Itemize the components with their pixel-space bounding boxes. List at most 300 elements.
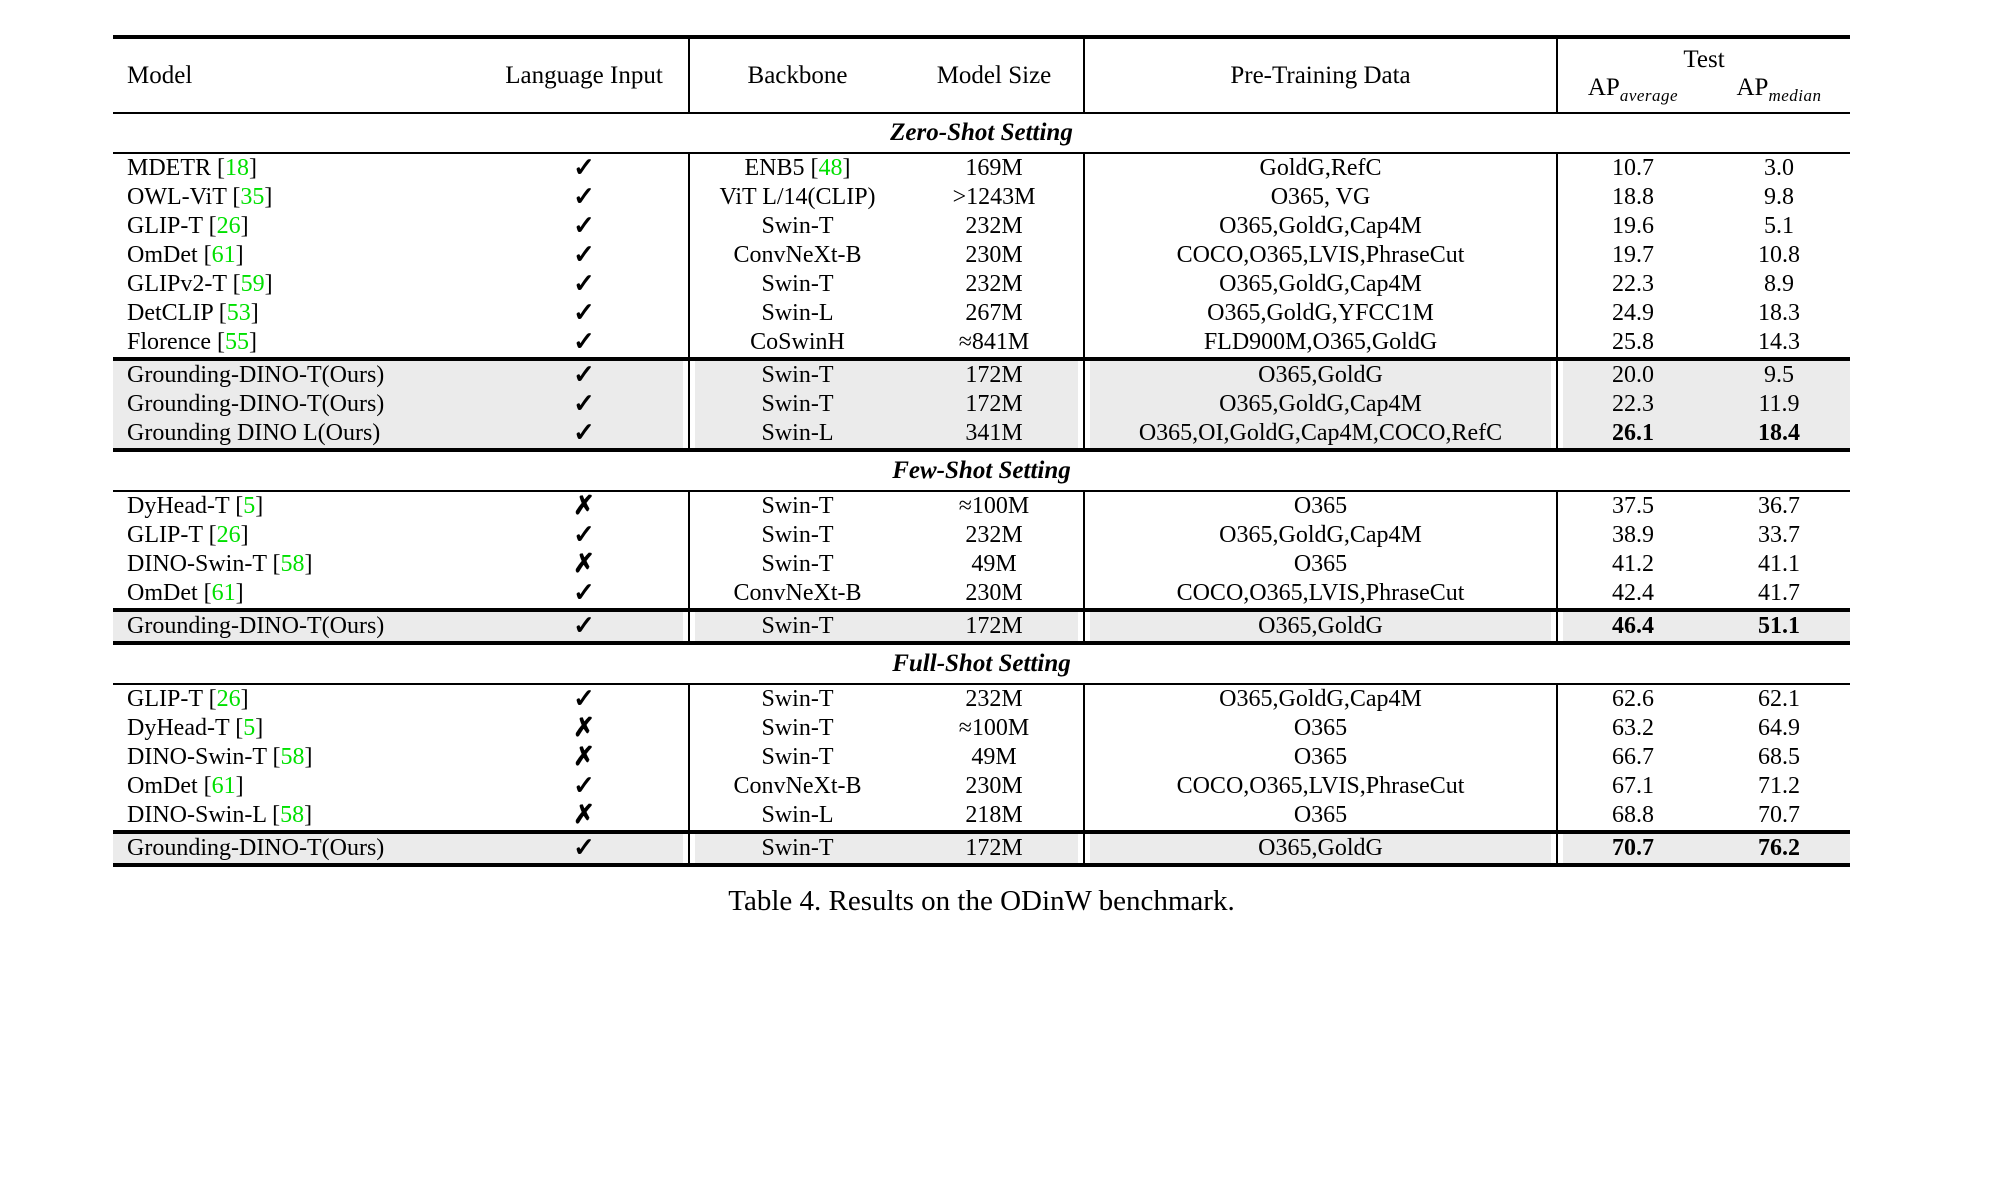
- model-cell: [113, 361, 480, 390]
- table-row: [113, 212, 1850, 241]
- model-name: GLIP-T: [127, 213, 203, 239]
- ap-average-cell: 19.7: [1612, 242, 1654, 268]
- model-name: OmDet: [127, 580, 198, 606]
- citation-link[interactable]: 61: [211, 580, 236, 606]
- language-input-cell: [480, 154, 690, 183]
- model-name: GLIP-T: [127, 686, 203, 712]
- model-cell: [113, 299, 480, 328]
- language-input-cell: [480, 714, 690, 743]
- model-name: DINO-Swin-T: [127, 551, 267, 577]
- language-check-icon: ✓: [573, 359, 595, 389]
- citation-bracket: ]: [235, 773, 244, 799]
- citation-bracket: [: [202, 213, 217, 239]
- backbone-cell: [690, 361, 905, 390]
- model-size-cell: 49M: [905, 550, 1085, 579]
- ap-average-cell: 20.0: [1558, 361, 1708, 390]
- citation-link[interactable]: 61: [211, 242, 236, 268]
- model-size-cell: 172M: [905, 612, 1085, 641]
- language-input-cell: [480, 772, 690, 801]
- language-input-cell: [480, 801, 690, 830]
- language-cross-icon: ✗: [573, 712, 595, 742]
- pretraining-data-cell: O365,GoldG,YFCC1M: [1085, 299, 1558, 328]
- ap-median-cell: 62.1: [1758, 686, 1800, 712]
- ap-median-cell: 41.1: [1758, 551, 1800, 577]
- model-name: DyHead-T: [127, 493, 230, 519]
- section-title: Full-Shot Setting: [892, 650, 1071, 677]
- pretraining-data-cell: O365: [1085, 550, 1558, 579]
- backbone-cell: [690, 772, 905, 801]
- citation-bracket: [: [226, 271, 241, 297]
- citation-bracket: ]: [255, 493, 264, 519]
- backbone-name: ENB5: [744, 155, 805, 181]
- citation-bracket: [: [804, 155, 819, 181]
- backbone-cell: [690, 579, 905, 608]
- pretraining-data-cell: O365: [1085, 714, 1558, 743]
- model-cell: [113, 328, 480, 357]
- model-name: OmDet: [127, 242, 198, 268]
- citation-bracket: [: [226, 184, 241, 210]
- ap-average-cell: 42.4: [1612, 580, 1654, 606]
- citation-bracket: [: [266, 744, 281, 770]
- table-row: [113, 714, 1850, 743]
- language-check-icon: ✓: [573, 683, 595, 713]
- language-input-cell: [480, 419, 690, 448]
- ap-median-cell: 18.3: [1758, 300, 1800, 326]
- backbone-name: Swin-T: [761, 493, 834, 519]
- language-cross-icon: ✗: [573, 799, 595, 829]
- model-name: GLIPv2-T: [127, 271, 227, 297]
- model-cell: [113, 419, 480, 448]
- model-cell: [113, 521, 480, 550]
- citation-link[interactable]: 35: [240, 184, 265, 210]
- backbone-name: ConvNeXt-B: [733, 773, 862, 799]
- citation-link[interactable]: 48: [818, 155, 843, 181]
- ours-table-row: [113, 834, 1850, 863]
- language-check-icon: ✓: [573, 210, 595, 240]
- model-name: DetCLIP: [127, 300, 213, 326]
- model-size-cell: ≈100M: [905, 492, 1085, 521]
- pretraining-data-column-header: Pre-Training Data: [1085, 39, 1558, 114]
- backbone-name: Swin-T: [761, 271, 834, 297]
- ap-average-cell: 19.6: [1612, 213, 1654, 239]
- model-cell: [113, 390, 480, 419]
- citation-bracket: [: [202, 522, 217, 548]
- model-size-cell: 218M: [905, 801, 1085, 830]
- ap-average-cell: 68.8: [1612, 802, 1654, 828]
- ap-median-cell: 9.8: [1764, 184, 1794, 210]
- backbone-cell: [690, 328, 905, 357]
- results-table-body: [113, 114, 1850, 867]
- backbone-cell: [690, 390, 905, 419]
- pretraining-data-cell: COCO,O365,LVIS,PhraseCut: [1085, 579, 1558, 608]
- citation-link[interactable]: 5: [243, 493, 256, 519]
- language-input-cell: [480, 241, 690, 270]
- ap-subheader-row: [1558, 74, 1850, 112]
- test-column-group-header: [1558, 39, 1850, 114]
- model-name: Grounding DINO L(Ours): [127, 420, 381, 446]
- pretraining-data-cell: O365: [1085, 801, 1558, 830]
- language-check-icon: ✓: [573, 326, 595, 356]
- pretraining-data-cell: GoldG,RefC: [1085, 154, 1558, 183]
- backbone-column-header: Backbone: [690, 39, 905, 114]
- citation-bracket: ]: [264, 184, 273, 210]
- backbone-name: Swin-T: [761, 686, 834, 712]
- language-check-icon: ✓: [573, 519, 595, 549]
- model-size-column-header: Model Size: [905, 39, 1085, 114]
- ap-average-cell: 18.8: [1612, 184, 1654, 210]
- horizontal-rule-thick: [113, 863, 1850, 867]
- backbone-cell: [690, 714, 905, 743]
- table-row: [113, 183, 1850, 212]
- model-cell: [113, 212, 480, 241]
- model-cell: [113, 743, 480, 772]
- language-check-icon: ✓: [573, 152, 595, 182]
- backbone-name: Swin-T: [761, 522, 834, 548]
- ap-average-cell: 41.2: [1612, 551, 1654, 577]
- language-cross-icon: ✗: [573, 490, 595, 520]
- backbone-cell: [690, 154, 905, 183]
- model-name: Grounding-DINO-T(Ours): [127, 391, 385, 417]
- model-name: MDETR: [127, 155, 211, 181]
- citation-bracket: [: [197, 773, 212, 799]
- citation-bracket: ]: [264, 271, 273, 297]
- language-input-cell: [480, 212, 690, 241]
- citation-bracket: ]: [255, 715, 264, 741]
- model-size-cell: 232M: [905, 521, 1085, 550]
- model-name: DINO-Swin-T: [127, 744, 267, 770]
- pretraining-data-cell: O365,GoldG,Cap4M: [1085, 685, 1558, 714]
- backbone-name: Swin-T: [761, 613, 834, 639]
- citation-link[interactable]: 61: [211, 773, 236, 799]
- backbone-cell: [690, 801, 905, 830]
- citation-bracket: ]: [304, 802, 313, 828]
- backbone-name: ConvNeXt-B: [733, 242, 862, 268]
- citation-link[interactable]: 26: [216, 213, 241, 239]
- backbone-cell: [690, 419, 905, 448]
- model-size-cell: 230M: [905, 241, 1085, 270]
- citation-bracket: [: [197, 242, 212, 268]
- language-input-cell: [480, 612, 690, 641]
- citation-link[interactable]: 53: [226, 300, 251, 326]
- pretraining-data-cell: COCO,O365,LVIS,PhraseCut: [1085, 772, 1558, 801]
- backbone-name: CoSwinH: [750, 329, 845, 355]
- citation-link[interactable]: 26: [216, 522, 241, 548]
- test-group-label: Test: [1683, 46, 1725, 73]
- table-row: [113, 801, 1850, 830]
- citation-bracket: ]: [240, 213, 249, 239]
- citation-bracket: [: [229, 715, 244, 741]
- header-row: [113, 39, 1850, 114]
- ours-table-row: [113, 419, 1850, 448]
- model-cell: [113, 685, 480, 714]
- model-name: DINO-Swin-L: [127, 802, 267, 828]
- backbone-name: Swin-L: [761, 802, 834, 828]
- language-input-cell: [480, 685, 690, 714]
- table-row: [113, 550, 1850, 579]
- ap-average-cell: 25.8: [1612, 329, 1654, 355]
- ap-average-cell: 67.1: [1612, 773, 1654, 799]
- pretraining-data-cell: O365,GoldG,Cap4M: [1085, 390, 1558, 419]
- pretraining-data-cell: O365: [1085, 743, 1558, 772]
- language-input-cell: [480, 743, 690, 772]
- backbone-cell: [690, 685, 905, 714]
- ap-median-cell: 14.3: [1758, 329, 1800, 355]
- ap-average-cell: 22.3: [1558, 390, 1708, 419]
- results-table: [113, 35, 1850, 867]
- model-size-cell: 341M: [905, 419, 1085, 448]
- language-check-icon: ✓: [573, 388, 595, 418]
- backbone-name: Swin-L: [761, 300, 834, 326]
- pretraining-data-cell: O365, VG: [1085, 183, 1558, 212]
- language-input-cell: [480, 550, 690, 579]
- ap-average-cell: 63.2: [1612, 715, 1654, 741]
- table-row: [113, 743, 1850, 772]
- model-cell: [113, 270, 480, 299]
- ap-average-cell: 62.6: [1612, 686, 1654, 712]
- section-title-row: [113, 452, 1850, 490]
- backbone-name: ConvNeXt-B: [733, 580, 862, 606]
- pretraining-data-cell: O365,GoldG: [1085, 361, 1558, 390]
- model-cell: [113, 579, 480, 608]
- backbone-cell: [690, 183, 905, 212]
- backbone-name: Swin-L: [761, 420, 834, 446]
- language-cross-icon: ✗: [573, 548, 595, 578]
- model-size-cell: 230M: [905, 579, 1085, 608]
- model-size-cell: >1243M: [905, 183, 1085, 212]
- language-input-cell: [480, 270, 690, 299]
- ap-median-cell: 18.4: [1708, 419, 1850, 448]
- pretraining-data-cell: O365,OI,GoldG,Cap4M,COCO,RefC: [1085, 419, 1558, 448]
- model-cell: [113, 241, 480, 270]
- ours-table-row: [113, 361, 1850, 390]
- ap-average-cell: 22.3: [1612, 271, 1654, 297]
- language-check-icon: ✓: [573, 610, 595, 640]
- language-input-cell: [480, 834, 690, 863]
- table-row: [113, 579, 1850, 608]
- citation-bracket: ]: [240, 686, 249, 712]
- citation-bracket: [: [202, 686, 217, 712]
- language-check-icon: ✓: [573, 417, 595, 447]
- backbone-cell: [690, 212, 905, 241]
- ap-average-cell: 66.7: [1612, 744, 1654, 770]
- table-caption: Table 4. Results on the ODinW benchmark.: [728, 885, 1235, 917]
- backbone-name: Swin-T: [761, 213, 834, 239]
- model-name: GLIP-T: [127, 522, 203, 548]
- backbone-name: Swin-T: [761, 362, 834, 388]
- ours-table-row: [113, 390, 1850, 419]
- pretraining-data-cell: O365,GoldG,Cap4M: [1085, 212, 1558, 241]
- ap-median-cell: 36.7: [1758, 493, 1800, 519]
- backbone-cell: [690, 743, 905, 772]
- citation-link[interactable]: 58: [280, 744, 305, 770]
- citation-bracket: ]: [304, 551, 313, 577]
- ap-median-cell: 70.7: [1758, 802, 1800, 828]
- table-header: [113, 39, 1850, 114]
- ap-average-column-header: [1558, 74, 1708, 106]
- ap-median-cell: 76.2: [1708, 834, 1850, 863]
- model-name: OmDet: [127, 773, 198, 799]
- ap-median-cell: 68.5: [1758, 744, 1800, 770]
- model-cell: [113, 834, 480, 863]
- section-title: Zero-Shot Setting: [890, 119, 1073, 146]
- model-cell: [113, 154, 480, 183]
- table-row: [113, 270, 1850, 299]
- section-title: Few-Shot Setting: [892, 457, 1071, 484]
- backbone-name: Swin-T: [761, 391, 834, 417]
- ap-median-cell: 3.0: [1764, 155, 1794, 181]
- ap-median-column-header: [1708, 74, 1850, 106]
- citation-link[interactable]: 59: [240, 271, 265, 297]
- language-cross-icon: ✗: [573, 741, 595, 771]
- pretraining-data-cell: FLD900M,O365,GoldG: [1085, 328, 1558, 357]
- ap-median-cell: 9.5: [1708, 361, 1850, 390]
- language-input-cell: [480, 521, 690, 550]
- model-cell: [113, 801, 480, 830]
- backbone-cell: [690, 834, 905, 863]
- ap-average-prefix: AP: [1587, 74, 1620, 101]
- language-input-cell: [480, 361, 690, 390]
- ap-average-cell: 24.9: [1612, 300, 1654, 326]
- model-size-cell: 230M: [905, 772, 1085, 801]
- language-input-cell: [480, 492, 690, 521]
- citation-bracket: ]: [250, 300, 259, 326]
- model-cell: [113, 772, 480, 801]
- citation-bracket: [: [210, 329, 225, 355]
- model-size-cell: 49M: [905, 743, 1085, 772]
- citation-bracket: ]: [249, 155, 257, 181]
- pretraining-data-cell: O365,GoldG,Cap4M: [1085, 521, 1558, 550]
- section-title-row: [113, 114, 1850, 152]
- backbone-cell: [690, 270, 905, 299]
- language-input-column-header: Language Input: [480, 39, 690, 114]
- citation-bracket: ]: [304, 744, 313, 770]
- model-size-cell: 172M: [905, 361, 1085, 390]
- ap-average-cell: 70.7: [1558, 834, 1708, 863]
- table-row: [113, 154, 1850, 183]
- backbone-name: Swin-T: [761, 744, 834, 770]
- model-size-cell: 172M: [905, 834, 1085, 863]
- language-input-cell: [480, 579, 690, 608]
- ap-average-cell: 26.1: [1558, 419, 1708, 448]
- ap-median-cell: 64.9: [1758, 715, 1800, 741]
- citation-link[interactable]: 58: [280, 802, 305, 828]
- ap-median-subscript: median: [1768, 86, 1822, 105]
- table-row: [113, 772, 1850, 801]
- backbone-name: ViT L/14(CLIP): [719, 184, 876, 210]
- language-input-cell: [480, 299, 690, 328]
- language-check-icon: ✓: [573, 181, 595, 211]
- language-check-icon: ✓: [573, 268, 595, 298]
- model-size-cell: 267M: [905, 299, 1085, 328]
- ap-average-subscript: average: [1619, 86, 1679, 105]
- backbone-name: Swin-T: [761, 715, 834, 741]
- citation-link[interactable]: 58: [280, 551, 305, 577]
- language-input-cell: [480, 328, 690, 357]
- backbone-cell: [690, 492, 905, 521]
- language-check-icon: ✓: [573, 770, 595, 800]
- ap-median-cell: 33.7: [1758, 522, 1800, 548]
- backbone-name: Swin-T: [761, 551, 834, 577]
- model-size-cell: 232M: [905, 685, 1085, 714]
- ap-median-cell: 51.1: [1708, 612, 1850, 641]
- backbone-cell: [690, 241, 905, 270]
- backbone-name: Swin-T: [761, 835, 834, 861]
- model-name: DyHead-T: [127, 715, 230, 741]
- pretraining-data-cell: COCO,O365,LVIS,PhraseCut: [1085, 241, 1558, 270]
- citation-bracket: [: [197, 580, 212, 606]
- citation-bracket: ]: [842, 155, 851, 181]
- backbone-cell: [690, 521, 905, 550]
- citation-bracket: [: [229, 493, 244, 519]
- ap-average-cell: 38.9: [1612, 522, 1654, 548]
- paper-page: [0, 35, 2005, 1189]
- citation-link[interactable]: 55: [224, 329, 249, 355]
- language-check-icon: ✓: [573, 239, 595, 269]
- citation-bracket: ]: [235, 242, 244, 268]
- table-row: [113, 685, 1850, 714]
- section-title-row: [113, 645, 1850, 683]
- citation-bracket: [: [266, 551, 281, 577]
- ap-median-cell: 10.8: [1758, 242, 1800, 268]
- model-name: Grounding-DINO-T(Ours): [127, 362, 385, 388]
- language-check-icon: ✓: [573, 577, 595, 607]
- language-check-icon: ✓: [573, 297, 595, 327]
- citation-bracket: [: [212, 300, 227, 326]
- citation-bracket: ]: [240, 522, 249, 548]
- citation-link[interactable]: 26: [216, 686, 241, 712]
- ap-median-cell: 5.1: [1764, 213, 1794, 239]
- model-size-cell: ≈841M: [905, 328, 1085, 357]
- pretraining-data-cell: O365,GoldG: [1085, 612, 1558, 641]
- model-name: Grounding-DINO-T(Ours): [127, 835, 385, 861]
- table-row: [113, 492, 1850, 521]
- model-cell: [113, 714, 480, 743]
- ap-median-cell: 8.9: [1764, 271, 1794, 297]
- pretraining-data-cell: O365,GoldG,Cap4M: [1085, 270, 1558, 299]
- model-name: OWL-ViT: [127, 184, 227, 210]
- model-name: Grounding-DINO-T(Ours): [127, 613, 385, 639]
- model-size-cell: 232M: [905, 212, 1085, 241]
- backbone-cell: [690, 550, 905, 579]
- ap-average-cell: 37.5: [1612, 493, 1654, 519]
- table-row: [113, 521, 1850, 550]
- model-column-header: Model: [113, 39, 480, 114]
- model-size-cell: ≈100M: [905, 714, 1085, 743]
- ap-median-cell: 11.9: [1708, 390, 1850, 419]
- model-cell: [113, 183, 480, 212]
- citation-bracket: ]: [235, 580, 244, 606]
- ap-median-cell: 41.7: [1758, 580, 1800, 606]
- table-row: [113, 241, 1850, 270]
- model-size-cell: 169M: [905, 154, 1085, 183]
- pretraining-data-cell: O365: [1085, 492, 1558, 521]
- table-row: [113, 299, 1850, 328]
- ap-median-cell: 71.2: [1758, 773, 1800, 799]
- rule-line: [113, 863, 1850, 867]
- table-row: [113, 328, 1850, 357]
- model-size-cell: 232M: [905, 270, 1085, 299]
- citation-link[interactable]: 18: [225, 155, 249, 181]
- citation-link[interactable]: 5: [243, 715, 256, 741]
- backbone-cell: [690, 299, 905, 328]
- backbone-cell: [690, 612, 905, 641]
- citation-bracket: [: [266, 802, 281, 828]
- model-size-cell: 172M: [905, 390, 1085, 419]
- language-input-cell: [480, 183, 690, 212]
- ours-table-row: [113, 612, 1850, 641]
- model-name: Florence: [127, 329, 211, 355]
- citation-bracket: [: [211, 155, 225, 181]
